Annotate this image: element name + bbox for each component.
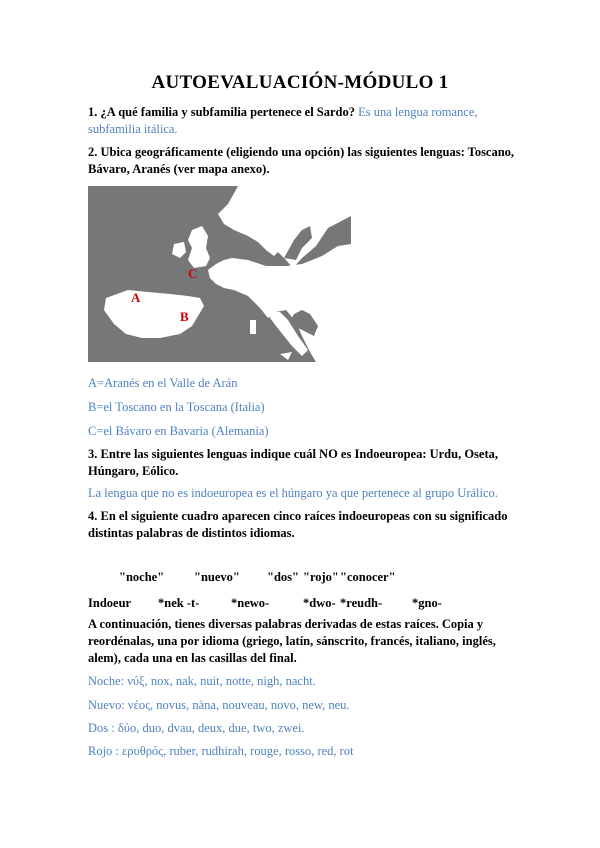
page-title: AUTOEVALUACIÓN-MÓDULO 1 — [151, 72, 449, 93]
meaning-dos: "dos" — [267, 570, 299, 584]
question-4-line1: 4. En el siguiente cuadro aparecen cinco raíces indoeuropeas con su significado — [88, 509, 508, 523]
meaning-rojo: "rojo" — [303, 570, 339, 584]
instructions — [88, 616, 518, 667]
map-label-a: A — [131, 290, 141, 305]
answer-noche: Noche: νύξ, nox, nak, nuit, notte, nigh, nacht. — [88, 674, 316, 688]
answer-2c: C=el Bávaro en Bavaria (Alemania) — [88, 424, 269, 438]
answer-1-line1: Es una lengua romance, — [358, 105, 478, 119]
meaning-noche: "noche" — [119, 570, 165, 584]
question-1-text: 1. ¿A qué familia y subfamilia pertenece el Sardo? — [88, 105, 355, 119]
question-3-line1: 3. Entre las siguientes lenguas indique cuál NO es Indoeuropea: Urdu, Oseta, — [88, 447, 499, 461]
root-nekt: *nek -t- — [158, 596, 200, 610]
question-3 — [88, 446, 518, 480]
question-1 — [88, 104, 518, 138]
root-reudh: *reudh- — [340, 596, 383, 610]
question-2 — [88, 144, 518, 178]
answer-1-line2: subfamilia itálica. — [88, 122, 178, 136]
answer-2b: B=el Toscano en la Toscana (Italia) — [88, 400, 265, 414]
meaning-nuevo: "nuevo" — [194, 570, 240, 584]
answer-dos: Dos : δύο, duo, dvau, deux, due, two, zwei. — [88, 721, 305, 735]
answer-3: La lengua que no es indoeuropea es el húngaro ya que pertenece al grupo Urálico. — [88, 486, 498, 500]
meaning-conocer: "conocer" — [340, 570, 396, 584]
question-2-line2: Bávaro, Aranés (ver mapa anexo). — [88, 162, 270, 176]
root-gno: *gno- — [412, 596, 442, 610]
question-3-line2: Húngaro, Eólico. — [88, 464, 179, 478]
root-newo: *newo- — [231, 596, 270, 610]
answer-rojo: Rojo : ερυθρός, ruber, rudhirah, rouge, rosso, red, rot — [88, 744, 354, 758]
instructions-line2: reordénalas, una por idioma (griego, latín, sánscrito, francés, italiano, inglés, — [88, 634, 496, 648]
instructions-line1: A continuación, tienes diversas palabras derivadas de estas raíces. Copia y — [88, 617, 484, 631]
europe-map — [88, 186, 351, 362]
map-label-c: C — [188, 266, 198, 281]
indoeur-label: Indoeur — [88, 596, 132, 610]
answer-2a: A=Aranés en el Valle de Arán — [88, 376, 238, 390]
question-2-line1: 2. Ubica geográficamente (eligiendo una opción) las siguientes lenguas: Toscano, — [88, 145, 515, 159]
root-dwo: *dwo- — [303, 596, 336, 610]
question-4 — [88, 508, 518, 542]
instructions-line3: alem), cada una en las casillas del final. — [88, 651, 297, 665]
question-4-line2: distintas palabras de distintos idiomas. — [88, 526, 295, 540]
map-label-b: B — [180, 309, 189, 324]
answer-nuevo: Nuevo: νέος, novus, nàna, nouveau, novo, new, neu. — [88, 698, 350, 712]
